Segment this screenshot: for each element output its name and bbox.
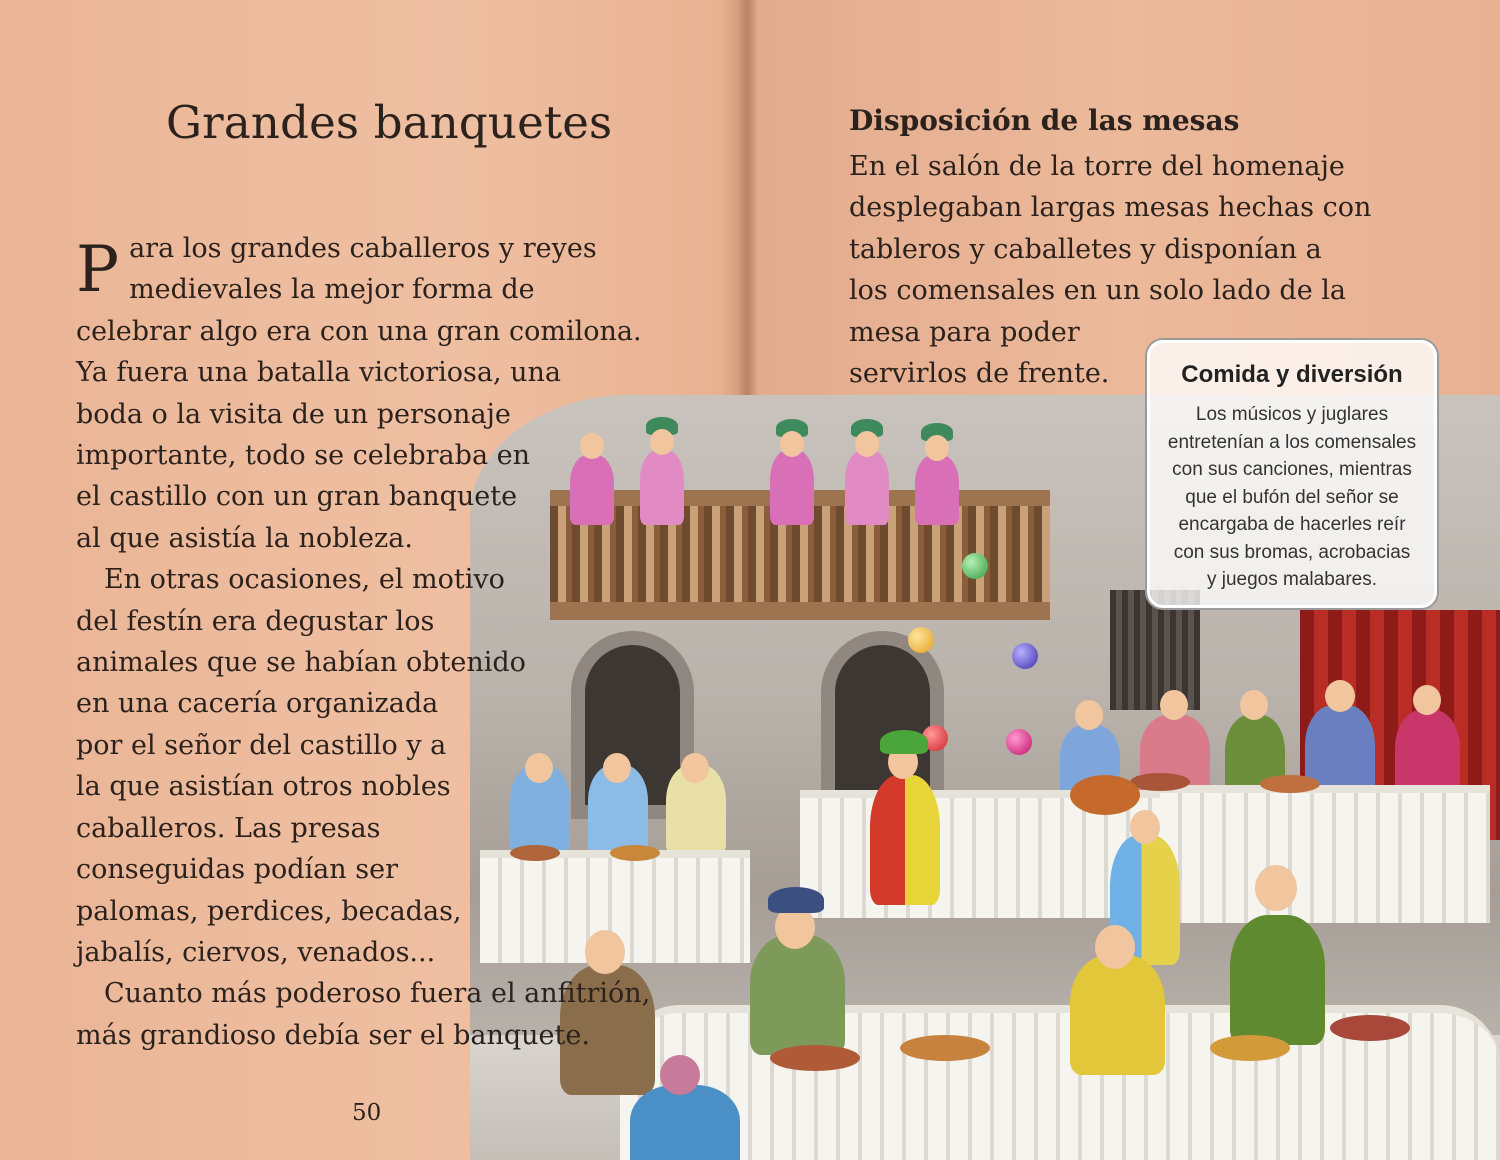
- juggling-ball: [1006, 729, 1032, 755]
- text-line: jabalís, ciervos, venados...: [76, 936, 436, 968]
- foreground-diner: [630, 1085, 740, 1160]
- page-number: 50: [352, 1100, 382, 1126]
- page-title: Grandes banquetes: [166, 96, 613, 149]
- paragraph-2: [76, 559, 676, 973]
- foreground-diner: [1230, 915, 1325, 1045]
- king-head: [1325, 680, 1355, 712]
- text-line: celebrar algo era con una gran comilona.: [76, 315, 642, 347]
- juggling-ball: [908, 627, 934, 653]
- text-line: desplegaban largas mesas hechas con: [849, 192, 1372, 224]
- info-box-line: entretenían a los comensales: [1167, 431, 1417, 453]
- info-box-line: con sus bromas, acrobacias: [1173, 541, 1411, 563]
- foreground-dish: [770, 1045, 860, 1071]
- info-box-line: que el bufón del señor se: [1185, 486, 1399, 508]
- foreground-diner-hat: [768, 887, 824, 913]
- text-line: importante, todo se celebraba en: [76, 440, 530, 472]
- foreground-dish: [1330, 1015, 1410, 1041]
- musician-head: [855, 431, 879, 457]
- text-line: la que asistían otros nobles: [76, 771, 451, 803]
- text-line: ara los grandes caballeros y reyes: [129, 233, 597, 264]
- foreground-dish: [1210, 1035, 1290, 1061]
- text-line: En otras ocasiones, el motivo: [104, 564, 505, 596]
- text-line: del festín era degustar los: [76, 605, 435, 637]
- guest-head: [681, 753, 709, 783]
- text-line: el castillo con un gran banquete: [76, 481, 518, 513]
- text-line: medievales la mejor forma de: [129, 274, 535, 306]
- section-heading: Disposición de las mesas: [849, 104, 1240, 137]
- info-box-line: con sus canciones, mientras: [1172, 459, 1412, 480]
- juggling-ball: [962, 553, 988, 579]
- paragraph-1: [76, 228, 676, 559]
- guest-head: [1160, 690, 1188, 720]
- jester: [870, 775, 940, 905]
- queen-head: [1413, 685, 1441, 715]
- info-box-line: y juegos malabares.: [1206, 569, 1378, 590]
- musician-head: [925, 435, 949, 461]
- musician: [915, 455, 959, 525]
- banquet-table-right: [1160, 785, 1490, 923]
- foreground-diner-head: [1095, 925, 1135, 969]
- foreground-diner: [1070, 955, 1165, 1075]
- juggling-ball: [1012, 643, 1038, 669]
- info-box: [1147, 340, 1437, 608]
- text-line: Cuanto más poderoso fuera el anfitrión,: [104, 978, 651, 1010]
- text-line: en una cacería organizada: [76, 688, 439, 720]
- paragraph-3: [76, 973, 676, 1056]
- foreground-diner-head: [660, 1055, 700, 1095]
- foreground-diner: [750, 935, 845, 1055]
- text-line: boda o la visita de un personaje: [76, 398, 511, 430]
- drop-cap: P: [76, 233, 120, 307]
- text-line: animales que se habían obtenido: [76, 647, 526, 679]
- foreground-diner-head: [1255, 865, 1297, 911]
- info-box-line: encargaba de hacerles reír: [1178, 514, 1406, 535]
- text-line: palomas, perdices, becadas,: [76, 895, 462, 927]
- musician: [770, 450, 814, 525]
- text-line: tableros y caballetes y disponían a: [849, 233, 1322, 265]
- guest-head: [1075, 700, 1103, 730]
- text-line: más grandioso debía ser el banquete.: [76, 1019, 590, 1051]
- musician: [845, 450, 889, 525]
- text-line: al que asistía la nobleza.: [76, 522, 413, 554]
- text-line: En el salón de la torre del homenaje: [849, 151, 1345, 182]
- left-body-text: [76, 228, 676, 1056]
- castle-window: [1110, 590, 1200, 710]
- jester-hat: [880, 730, 928, 754]
- text-line: los comensales en un solo lado de la: [849, 275, 1347, 307]
- text-line: mesa para poder: [849, 316, 1080, 348]
- info-box-line: Los músicos y juglares: [1195, 404, 1389, 425]
- info-box-title: Comida y diversión: [1181, 361, 1403, 388]
- text-line: conseguidas podían ser: [76, 854, 398, 886]
- servant-head: [1130, 810, 1160, 844]
- food-plate: [1130, 773, 1190, 791]
- text-line: caballeros. Las presas: [76, 812, 381, 844]
- food-plate: [1260, 775, 1320, 793]
- text-line: Ya fuera una batalla victoriosa, una: [76, 357, 561, 389]
- food-basket: [1070, 775, 1140, 815]
- info-box-text: [1150, 401, 1434, 594]
- musician-head: [780, 431, 804, 457]
- foreground-dish: [900, 1035, 990, 1061]
- text-line: servirlos de frente.: [849, 358, 1110, 390]
- guest-head: [1240, 690, 1268, 720]
- text-line: por el señor del castillo y a: [76, 729, 447, 761]
